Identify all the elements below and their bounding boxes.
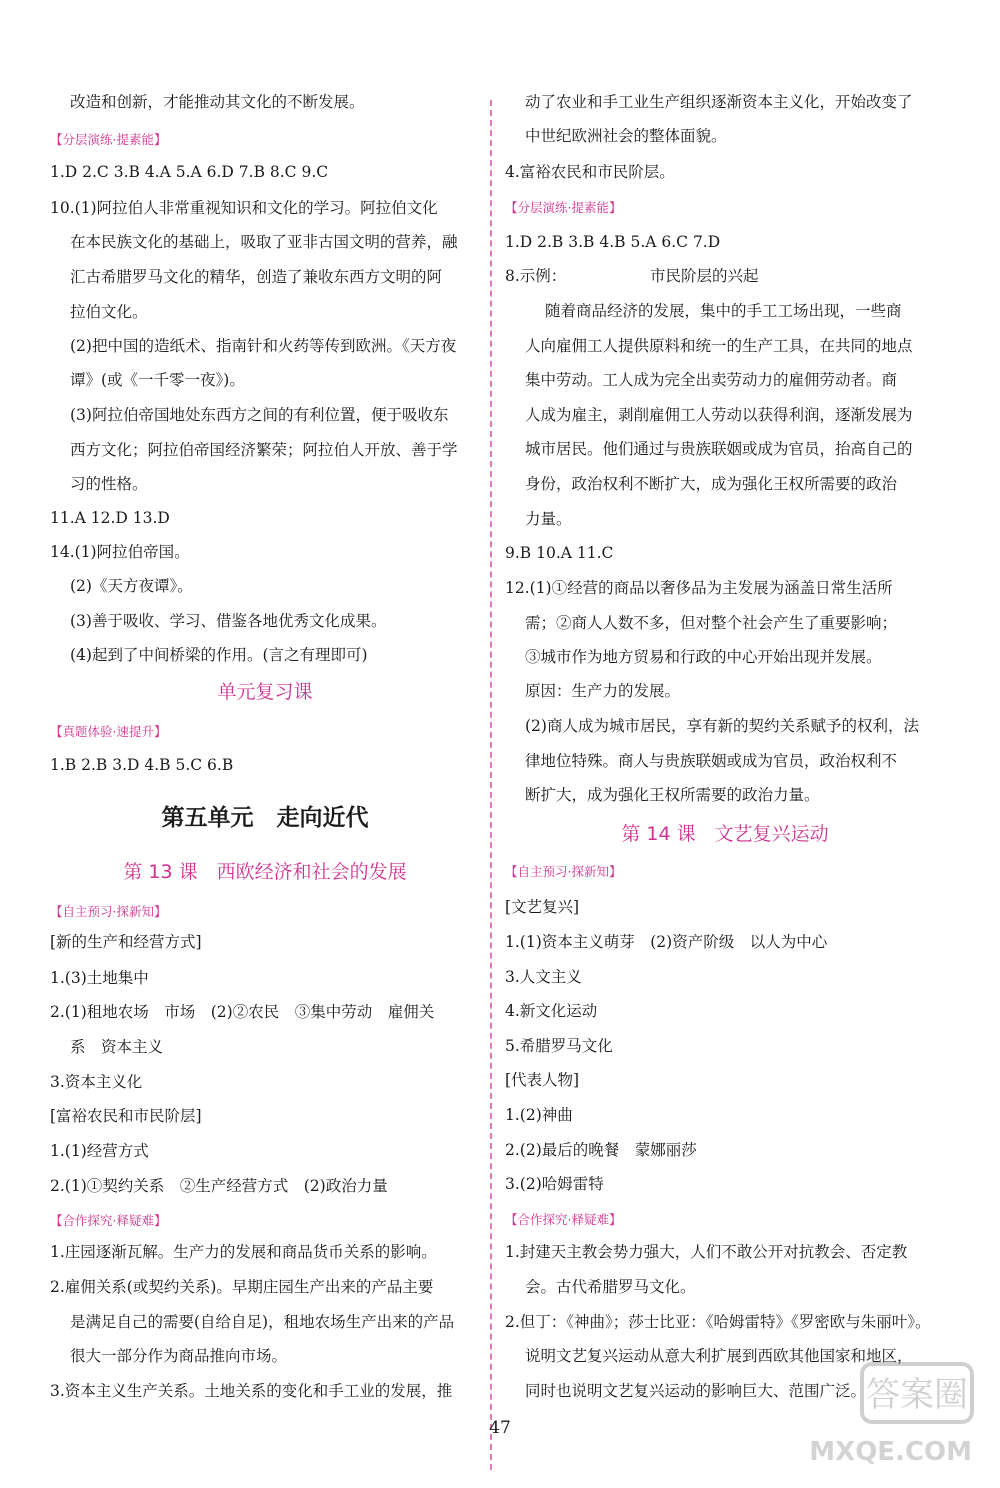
text-line: (2)商人成为城市居民，享有新的契约关系赋予的权利，法	[525, 717, 919, 735]
answer-line: 1.(2)神曲	[505, 1106, 573, 1124]
text-line: 是满足自己的需要(自给自足)，租地农场生产出来的产品	[70, 1313, 455, 1331]
text-line: 很大一部分作为商品推向市场。	[70, 1347, 288, 1365]
text-line: 会。古代希腊罗马文化。	[525, 1278, 696, 1296]
text-line: (2)把中国的造纸术、指南针和火药等传到欧洲。《天方夜	[70, 337, 457, 355]
text-line: 断扩大，成为强化王权所需要的政治力量。	[525, 786, 820, 804]
answer-line: 12.(1)①经营的商品以奢侈品为主发展为涵盖日常生活所	[505, 579, 893, 597]
answer-line: 1.封建天主教会势力强大，人们不敢公开对抗教会、否定教	[505, 1243, 908, 1261]
text-line: 人向雇佣工人提供原料和统一的生产工具，在共同的地点	[525, 337, 913, 355]
text-line: 力量。	[525, 510, 572, 528]
answer-line: 1.D 2.C 3.B 4.A 5.A 6.D 7.B 8.C 9.C	[50, 163, 329, 181]
text-line: 在本民族文化的基础上，吸取了亚非古国文明的营养，融	[70, 233, 458, 251]
section-tag: 【分层演练·提素能】	[505, 200, 622, 215]
text-line: 汇古希腊罗马文化的精华，创造了兼收东西方文明的阿	[70, 268, 443, 286]
unit-title: 第五单元 走向近代	[161, 805, 369, 831]
text-line: 习的性格。	[70, 475, 148, 493]
text-line: 西方文化；阿拉伯帝国经济繁荣；阿拉伯人开放、善于学	[70, 441, 458, 459]
watermark-logo	[792, 1360, 982, 1470]
text-line: [富裕农民和市民阶层]	[50, 1107, 202, 1125]
text-line: (4)起到了中间桥梁的作用。(言之有理即可)	[70, 646, 368, 664]
lesson-title: 第 14 课 文艺复兴运动	[621, 823, 829, 845]
text-line: [新的生产和经营方式]	[50, 933, 202, 951]
answer-line: 3.资本主义化	[50, 1073, 143, 1091]
section-tag: 【合作探究·释疑难】	[505, 1212, 622, 1227]
section-tag: 【分层演练·提素能】	[50, 132, 167, 147]
watermark-text: 答案圈	[866, 1375, 968, 1415]
answer-line: 3.人文主义	[505, 968, 582, 986]
answer-line: 2.(1)租地农场 市场 (2)②农民 ③集中劳动 雇佣关	[50, 1003, 435, 1021]
answer-line: 11.A 12.D 13.D	[50, 509, 170, 527]
text-line: 需；②商人人数不多，但对整个社会产生了重要影响；	[525, 614, 898, 632]
text-line: 同时也说明文艺复兴运动的影响巨大、范围广泛。	[525, 1382, 867, 1400]
answer-line: 1.B 2.B 3.D 4.B 5.C 6.B	[50, 756, 234, 774]
text-line: 随着商品经济的发展，集中的手工工场出现，一些商	[545, 302, 902, 320]
answer-line: 5.希腊罗马文化	[505, 1037, 613, 1055]
watermark-url: MXQE.COM	[809, 1437, 972, 1467]
answer-line: 2.但丁：《神曲》；莎士比亚：《哈姆雷特》《罗密欧与朱丽叶》。	[505, 1313, 931, 1331]
text-line: 原因：生产力的发展。	[525, 682, 681, 700]
answer-line: 2.(1)①契约关系 ②生产经营方式 (2)政治力量	[50, 1177, 388, 1195]
lesson-title: 单元复习课	[217, 681, 313, 703]
text-line: 身份，政治权利不断扩大，成为强化王权所需要的政治	[525, 475, 898, 493]
text-line: 中世纪欧洲社会的整体面貌。	[525, 127, 727, 145]
section-tag: 【自主预习·探新知】	[505, 864, 622, 879]
text-line: (2)《天方夜谭》。	[70, 577, 193, 595]
page-number: 47	[489, 1418, 511, 1438]
answer-line: 1.D 2.B 3.B 4.B 5.A 6.C 7.D	[505, 233, 721, 251]
essay-title: 市民阶层的兴起	[650, 267, 759, 285]
answer-line: 3.资本主义生产关系。土地关系的变化和手工业的发展，推	[50, 1382, 453, 1400]
answer-line: 1.(3)土地集中	[50, 969, 149, 987]
column-divider	[490, 100, 492, 1470]
answer-line: 4.富裕农民和市民阶层。	[505, 163, 675, 181]
text-line: 集中劳动。工人成为完全出卖劳动力的雇佣劳动者。商	[525, 371, 898, 389]
answer-line: 3.(2)哈姆雷特	[505, 1175, 604, 1193]
answer-line: 4.新文化运动	[505, 1002, 598, 1020]
answer-line: 1.庄园逐渐瓦解。生产力的发展和商品货币关系的影响。	[50, 1243, 437, 1261]
text-line: 谭》(或《一千零一夜》)。	[70, 371, 245, 389]
text-line: ③城市作为地方贸易和行政的中心开始出现并发展。	[525, 648, 882, 666]
text-line: 改造和创新，才能推动其文化的不断发展。	[70, 93, 365, 111]
answer-line: 2.雇佣关系(或契约关系)。早期庄园生产出来的产品主要	[50, 1278, 434, 1296]
text-line: (3)善于吸收、学习、借鉴各地优秀文化成果。	[70, 612, 387, 630]
answer-line: 8.示例：	[505, 267, 567, 285]
text-line: 人成为雇主，剥削雇佣工人劳动以获得利润，逐渐发展为	[525, 406, 913, 424]
section-tag: 【真题体验·速提升】	[50, 724, 167, 739]
text-line: 拉伯文化。	[70, 303, 148, 321]
text-line: 律地位特殊。商人与贵族联姻或成为官员，政治权利不	[525, 752, 898, 770]
text-line: 动了农业和手工业生产组织逐渐资本主义化，开始改变了	[525, 93, 913, 111]
text-line: [文艺复兴]	[505, 898, 580, 916]
text-line: 城市居民。他们通过与贵族联姻或成为官员，抬高自己的	[525, 440, 913, 458]
answer-line: 2.(2)最后的晚餐 蒙娜丽莎	[505, 1141, 697, 1159]
answer-line: 10.(1)阿拉伯人非常重视知识和文化的学习。阿拉伯文化	[50, 199, 438, 217]
text-line: (3)阿拉伯帝国地处东西方之间的有利位置，便于吸收东	[70, 406, 449, 424]
section-tag: 【自主预习·探新知】	[50, 904, 167, 919]
answer-line: 9.B 10.A 11.C	[505, 544, 614, 562]
text-line: 说明文艺复兴运动从意大利扩展到西欧其他国家和地区，	[525, 1347, 913, 1365]
section-tag: 【合作探究·释疑难】	[50, 1213, 167, 1228]
answer-line: 14.(1)阿拉伯帝国。	[50, 543, 190, 561]
lesson-title: 第 13 课 西欧经济和社会的发展	[123, 861, 407, 883]
answer-line: 1.(1)经营方式	[50, 1142, 149, 1160]
text-line: [代表人物]	[505, 1071, 580, 1089]
answer-line: 1.(1)资本主义萌芽 (2)资产阶级 以人为中心	[505, 933, 828, 951]
text-line: 系 资本主义	[70, 1038, 164, 1056]
